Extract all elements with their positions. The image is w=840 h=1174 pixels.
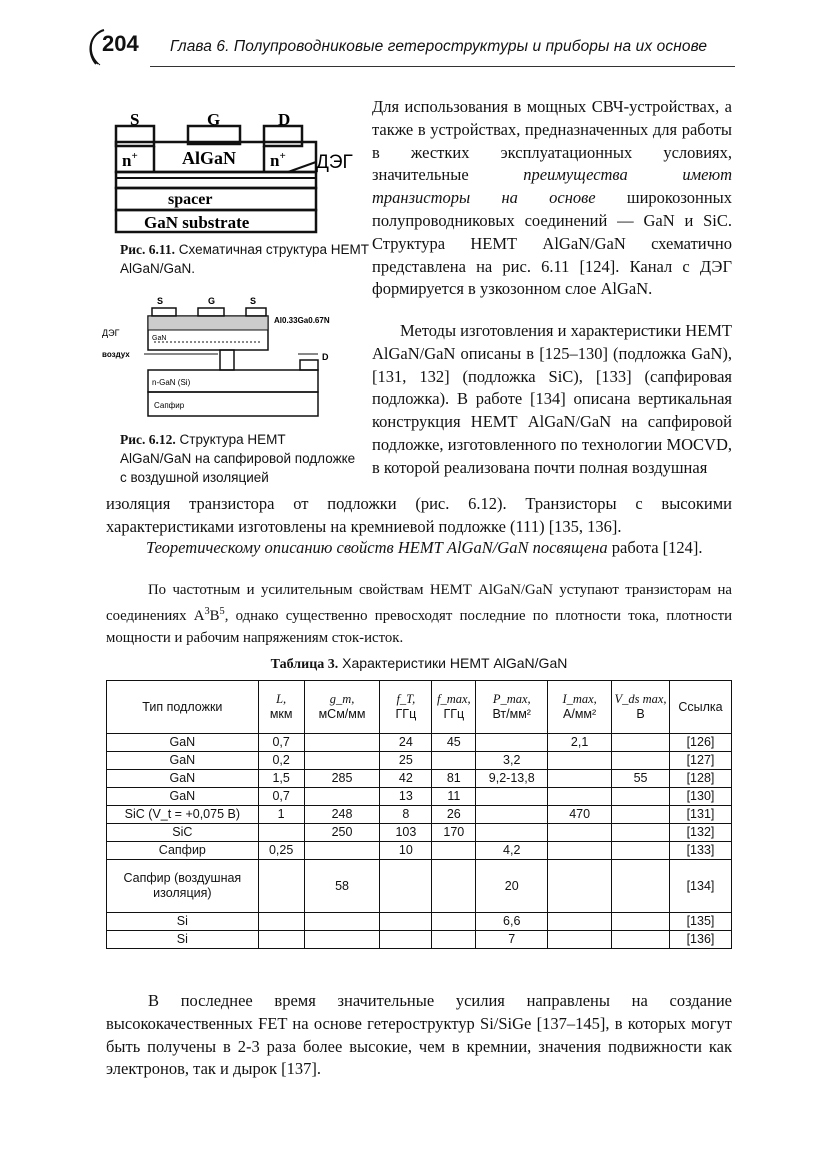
- table-title-text: Характеристики НЕМТ AlGaN/GaN: [338, 655, 568, 671]
- table-cell: [131]: [669, 806, 731, 824]
- table-row: [107, 842, 732, 860]
- table-row: [107, 752, 732, 770]
- table-header-cell: [258, 681, 304, 734]
- svg-text:S: [130, 112, 139, 129]
- header-line-2: мСм/мм: [318, 707, 366, 721]
- paragraph-2-continuation: изоляция транзистора от подложки (рис. 6.12). Транзисторы с высокими характеристиками изготовлены на кремниевой подложке (111) [135, 136].: [106, 494, 732, 536]
- table-cell: 0,25: [258, 842, 304, 860]
- table-cell: [548, 824, 612, 842]
- fig12-caption-text: Структура НЕМТ AlGaN/GaN на сапфировой подложке с воздушной изоляцией: [120, 432, 356, 485]
- table-cell: [128]: [669, 770, 731, 788]
- table-cell: [548, 752, 612, 770]
- figure-6-11-caption: [120, 240, 370, 278]
- table-cell: 285: [304, 770, 380, 788]
- table-cell: [132]: [669, 824, 731, 842]
- table-cell: [258, 824, 304, 842]
- table-cell: [432, 752, 476, 770]
- table-cell: [432, 931, 476, 949]
- characteristics-table: [106, 680, 732, 949]
- table-cell: [612, 860, 670, 913]
- table-cell: 11: [432, 788, 476, 806]
- svg-text:n+: [122, 150, 138, 170]
- table-cell: 3,2: [476, 752, 548, 770]
- table-cell: 81: [432, 770, 476, 788]
- table-cell: [548, 842, 612, 860]
- svg-text:D: [322, 352, 329, 362]
- svg-text:Сапфир: [154, 401, 185, 410]
- fig11-n-left: n: [122, 151, 132, 170]
- paragraph-2: Методы изготовления и характеристики НЕМТ AlGaN/GaN описаны в [125–130] (подложка GaN), [131, 132] (подложка SiC), [133] (сапфировая подложка). В работе [134] описана вертикальная конструкция НЕМТ AlGaN/GaN на сапфировой подложке, изготовленного по технологии MOCVD, в которой реализована почти полная воздушная: [372, 321, 733, 477]
- table-number: Таблица 3.: [270, 657, 339, 672]
- paragraph-5: В последнее время значительные усилия направлены на создание высококачественных FET на основе гетероструктур Si/SiGe [137–145], в которых могут быть получены в 2-3 раза более высокие, чем в кремнии, значения подвижности как электронов, так и дырок [137].: [106, 991, 732, 1079]
- figure-6-12-caption: [120, 430, 360, 487]
- fig12-gan-label: GaN: [152, 335, 167, 342]
- table-cell: 26: [432, 806, 476, 824]
- table-body: [107, 734, 732, 949]
- fig11-caption-number: Рис. 6.11.: [120, 242, 176, 257]
- table-cell: [612, 752, 670, 770]
- table-cell: 103: [380, 824, 432, 842]
- fig11-n-right: n: [270, 151, 280, 170]
- table-cell: 0,2: [258, 752, 304, 770]
- fig12-air-label: воздух: [102, 350, 130, 359]
- table-cell: [548, 860, 612, 913]
- svg-text:Al0.33Ga0.67N: [274, 316, 330, 325]
- table-row: [107, 860, 732, 913]
- table-cell: [127]: [669, 752, 731, 770]
- fig11-source-label: S: [130, 112, 140, 129]
- table-header-cell: [380, 681, 432, 734]
- paragraph-4-mid: B: [209, 607, 220, 624]
- header-line-1: P_max,: [492, 692, 531, 706]
- table-cell: [548, 913, 612, 931]
- table-cell: [258, 931, 304, 949]
- paragraph-4-sup1: 3: [204, 606, 210, 617]
- table-row: [107, 770, 732, 788]
- header-line-1: f_max,: [436, 692, 471, 706]
- table-cell: 470: [548, 806, 612, 824]
- svg-text:n+: [270, 150, 286, 170]
- table-row: [107, 734, 732, 752]
- paragraph-1-end: широкозонных полупроводниковых соединений — GaN и SiC. Структура НЕМТ AlGaN/GaN схематично представлена на рис. 6.11 [124]. Канал с ДЭГ формируется в узкозонном слое AlGaN.: [372, 188, 732, 299]
- table-cell: [130]: [669, 788, 731, 806]
- table-cell: 2,1: [548, 734, 612, 752]
- table-cell: 250: [304, 824, 380, 842]
- fig11-deg-label: ДЭГ: [316, 152, 353, 173]
- header-line-2: А/мм²: [563, 707, 597, 721]
- table-header-row: [107, 681, 732, 734]
- fig11-caption-text: Схематичная структура НЕМТ AlGaN/GaN.: [120, 242, 369, 276]
- header-line-1: Ссылка: [678, 699, 723, 714]
- table-cell: Сапфир: [107, 842, 259, 860]
- header-line-1: Тип подложки: [142, 699, 223, 714]
- table-cell: 0,7: [258, 788, 304, 806]
- table-header-cell: [107, 681, 259, 734]
- table-header-cell: [612, 681, 670, 734]
- table-row: [107, 913, 732, 931]
- fig12-caption-number: Рис. 6.12.: [120, 432, 176, 447]
- table-cell: 42: [380, 770, 432, 788]
- table-cell: [476, 734, 548, 752]
- svg-text:GaN substrate: [144, 213, 250, 232]
- table-cell: 8: [380, 806, 432, 824]
- header-line-1: L,: [276, 692, 287, 706]
- table-cell: [304, 913, 380, 931]
- table-header-cell: [669, 681, 731, 734]
- svg-text:ДЭГ: [316, 152, 353, 173]
- fig11-substrate-label: GaN substrate: [144, 213, 250, 232]
- table-cell: [258, 913, 304, 931]
- paragraph-1: [372, 96, 732, 301]
- table-cell: [258, 860, 304, 913]
- table-cell: [380, 913, 432, 931]
- table-cell: [432, 860, 476, 913]
- fig12-deg-label: ДЭГ: [102, 328, 120, 338]
- paragraph-4-end: , однако существенно превосходят последние по плотности тока, плотности мощности и рабочим напряжениям сток-исток.: [106, 607, 732, 646]
- table-cell: 0,7: [258, 734, 304, 752]
- table-header-cell: [476, 681, 548, 734]
- svg-text:n-GaN (Si): [152, 378, 191, 387]
- table-cell: [612, 734, 670, 752]
- table-cell: 20: [476, 860, 548, 913]
- table-row: [107, 806, 732, 824]
- table-cell: [476, 824, 548, 842]
- fig11-drain-label: D: [278, 112, 291, 129]
- figure-6-11-hemt-diagram: [108, 112, 368, 240]
- svg-text:S: [250, 296, 256, 306]
- paragraph-1-start: Для использования в мощных СВЧ-устройствах, а также в устройствах, предназначенных для работы в жестких эксплуатационных условиях, значительные: [372, 97, 732, 185]
- fig12-sapphire-label: Сапфир: [154, 401, 185, 410]
- table-cell: 25: [380, 752, 432, 770]
- header-rule: [150, 66, 735, 67]
- table-cell: 7: [476, 931, 548, 949]
- table-cell: 58: [304, 860, 380, 913]
- figure-6-12-hemt-diagram: [100, 294, 368, 422]
- table-cell: 6,6: [476, 913, 548, 931]
- table-cell: 170: [432, 824, 476, 842]
- fig12-drain-label: D: [322, 352, 329, 362]
- table-cell: 10: [380, 842, 432, 860]
- table-header-cell: [432, 681, 476, 734]
- table-cell: [548, 931, 612, 949]
- table-cell: SiC: [107, 824, 259, 842]
- fig11-n-left-sup: +: [131, 150, 138, 162]
- header-line-2: В: [636, 707, 645, 721]
- table-cell: 9,2-13,8: [476, 770, 548, 788]
- table-cell: [476, 788, 548, 806]
- header-line-1: I_max,: [562, 692, 597, 706]
- paragraph-3: [106, 537, 732, 560]
- table-cell: [612, 913, 670, 931]
- fig12-source1-label: S: [157, 296, 164, 306]
- header-line-2: ГГц: [443, 707, 465, 721]
- table-cell: [612, 788, 670, 806]
- svg-text:AlGaN: [182, 148, 236, 168]
- paragraph-4-start: По частотным и усилительным свойствам НЕМТ AlGaN/GaN уступают транзисторам на соединениях A: [106, 582, 732, 624]
- svg-text:G: [208, 296, 215, 306]
- table-cell: [612, 842, 670, 860]
- svg-text:G: [207, 112, 220, 129]
- table-cell: [612, 931, 670, 949]
- header-line-1: g_m,: [329, 692, 355, 706]
- header-line-2: ГГц: [395, 707, 417, 721]
- fig11-algan-label: AlGaN: [182, 148, 236, 168]
- table-cell: Сапфир (воздушная изоляция): [107, 860, 259, 913]
- table-cell: [304, 931, 380, 949]
- table-cell: [380, 931, 432, 949]
- fig11-spacer-label: spacer: [168, 191, 213, 208]
- page-number: 204: [102, 31, 139, 56]
- paragraph-3-emphasis: Теоретическому описанию свойств НЕМТ AlGaN/GaN посвящена: [146, 538, 608, 557]
- table-cell: 13: [380, 788, 432, 806]
- table-cell: [304, 734, 380, 752]
- table-cell: [432, 913, 476, 931]
- table-cell: [476, 806, 548, 824]
- fig11-n-right-sup: +: [279, 150, 286, 162]
- table-cell: GaN: [107, 770, 259, 788]
- header-line-2: мкм: [269, 707, 293, 721]
- table-cell: [304, 788, 380, 806]
- table-cell: 55: [612, 770, 670, 788]
- table-cell: [612, 806, 670, 824]
- table-cell: SiC (V_t = +0,075 В): [107, 806, 259, 824]
- fig12-gate-label: G: [208, 296, 216, 306]
- table-header-cell: [304, 681, 380, 734]
- paragraph-3-end: работа [124].: [607, 538, 703, 557]
- table-row: [107, 824, 732, 842]
- table-row: [107, 788, 732, 806]
- table-cell: GaN: [107, 788, 259, 806]
- table-header-cell: [548, 681, 612, 734]
- table-cell: 45: [432, 734, 476, 752]
- header-line-1: f_T,: [396, 692, 416, 706]
- table-cell: [548, 770, 612, 788]
- table-cell: 24: [380, 734, 432, 752]
- table-cell: [380, 860, 432, 913]
- fig12-algan-label: Al0.33Ga0.67N: [274, 316, 330, 325]
- table-cell: Si: [107, 931, 259, 949]
- table-cell: 4,2: [476, 842, 548, 860]
- table-cell: [304, 752, 380, 770]
- running-head: Глава 6. Полупроводниковые гетероструктуры и приборы на их основе: [170, 38, 708, 55]
- paragraph-1-emphasis: преимущества имеют транзисторы на основе: [372, 165, 733, 208]
- svg-text:D: [278, 112, 290, 129]
- paragraph-4-sup2: 5: [219, 606, 225, 617]
- table-cell: [548, 788, 612, 806]
- header-line-1: V_ds max,: [614, 692, 667, 706]
- paragraph-4: [106, 579, 732, 649]
- table-title: [106, 655, 732, 673]
- table-cell: [126]: [669, 734, 731, 752]
- table-cell: [432, 842, 476, 860]
- table-cell: 248: [304, 806, 380, 824]
- table-cell: 1: [258, 806, 304, 824]
- fig11-gate-label: G: [207, 112, 221, 129]
- table-cell: [135]: [669, 913, 731, 931]
- table-cell: GaN: [107, 752, 259, 770]
- svg-text:S: [157, 296, 163, 306]
- svg-text:ДЭГ: [102, 328, 120, 338]
- table-cell: Si: [107, 913, 259, 931]
- table-cell: [612, 824, 670, 842]
- table-cell: [304, 842, 380, 860]
- fig12-ngan-label: n-GaN (Si): [152, 378, 191, 387]
- fig12-source2-label: S: [250, 296, 257, 306]
- table-cell: 1,5: [258, 770, 304, 788]
- table-cell: GaN: [107, 734, 259, 752]
- svg-text:spacer: [168, 191, 212, 208]
- table-row: [107, 931, 732, 949]
- svg-text:воздух: [102, 350, 130, 359]
- table-cell: [134]: [669, 860, 731, 913]
- header-line-2: Вт/мм²: [492, 707, 531, 721]
- svg-text:GaN: [152, 335, 166, 342]
- table-cell: [133]: [669, 842, 731, 860]
- table-cell: [136]: [669, 931, 731, 949]
